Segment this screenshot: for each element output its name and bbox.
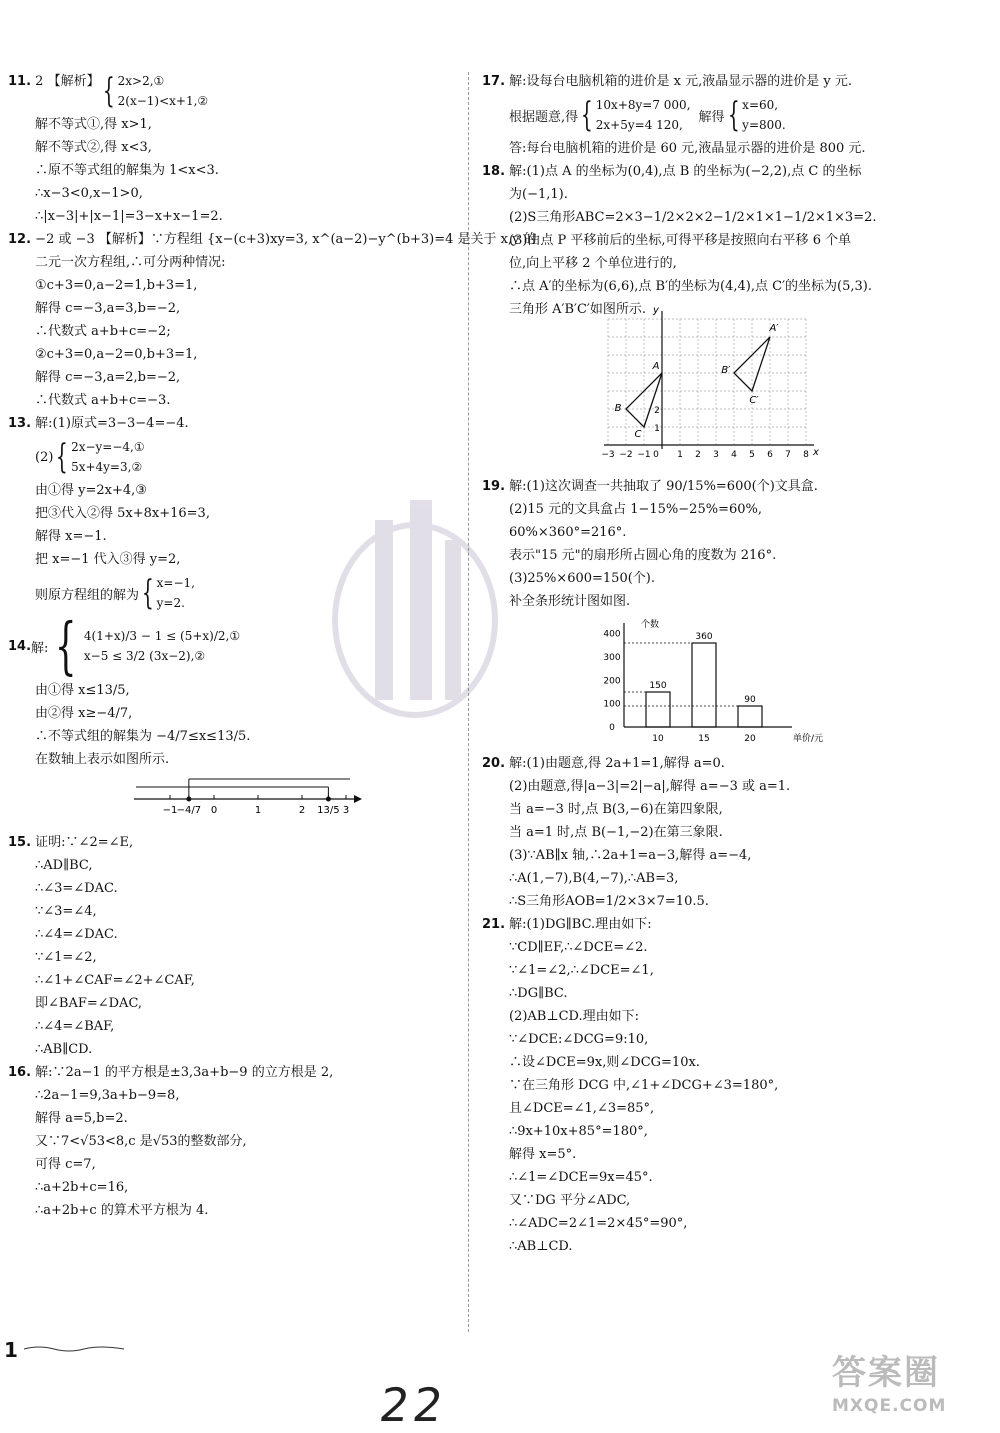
bar-value-label: 150 [649,681,667,691]
system-postfix: 解得 [698,109,725,125]
problem-number: 13. [8,416,32,431]
text-line [8,412,453,435]
text-line [482,1074,982,1097]
text-line [8,320,453,343]
line-text: ∴∠ADC=2∠1=2×45°=90°, [509,1216,688,1231]
line-text: 解:(1)由题意,得 2a+1=1,解得 a=0. [509,756,725,771]
text-line [8,228,537,251]
watermark-url: MXQE.COM [832,1396,947,1416]
line-text: ∴∠4=∠BAF, [35,1019,115,1034]
line-text: 解得 x=−1. [35,529,107,544]
text-line [482,844,982,867]
system-line: 2x>2,① [117,74,165,88]
line-text: 当 a=−3 时,点 B(3,−6)在第四象限, [509,802,723,817]
system-line: y=2. [156,596,185,610]
watermark-title: 答案圈 [832,1353,940,1393]
text-line [482,275,982,298]
text-line [8,946,453,969]
text-line [482,775,982,798]
number-line-label: 1 [254,805,262,816]
line-text: (3)由点 P 平移前后的坐标,可得平移是按照向右平移 6 个单 [509,233,852,248]
number-line-label: −1 [162,805,178,816]
text-line [482,752,982,775]
line-text: 即∠BAF=∠DAC, [35,996,143,1011]
y-axis-label: y [653,305,659,316]
text-line [8,1176,453,1199]
left-brace: { [727,95,740,135]
line-text: 二元一次方程组,∴可分两种情况: [35,255,226,270]
line-text: ∵CD∥EF,∴∠DCE=∠2. [509,940,648,955]
line-text: 解得 x=5°. [509,1147,577,1162]
page-mark: 1 [4,1338,18,1362]
line-text: ②c+3=0,a−2=0,b+3=1, [35,347,198,362]
text-line [8,1038,453,1061]
left-brace: { [102,71,115,111]
line-text: 三角形 A′B′C′如图所示. [509,302,647,317]
line-text: −2 或 −3 【解析】∵方程组 {x−(c+3)xy=3, x^(a−2)−y^(b+3)=4 是关于 x,y 的 [35,232,537,247]
left-brace: { [581,95,593,135]
problem-number: 15. [8,835,32,850]
text-line [8,525,453,548]
text-line [482,521,982,544]
text-line [482,1120,982,1143]
x-tick-label: −1 [637,450,651,460]
problem-number: 14. [8,638,32,654]
system-line: 5x+4y=3,② [71,460,143,474]
equation-system [118,71,209,111]
text-line [482,544,982,567]
equation-system-block [8,573,453,613]
point-label: C [634,429,642,440]
text-line [8,1130,453,1153]
problem-number: 20. [482,756,506,771]
line-text: 解:∵2a−1 的平方根是±3,3a+b−9 的立方根是 2, [35,1065,334,1080]
line-text: ∴x−3<0,x−1>0, [35,186,143,201]
x-tick-label: −3 [601,450,615,460]
text-line [8,679,453,702]
text-line [8,831,453,854]
line-text: ∴代数式 a+b+c=−2; [35,324,171,339]
line-text: 把③代入②得 5x+8x+16=3, [35,506,210,521]
bar-y-tick-label: 400 [603,629,621,640]
line-text: 由①得 y=2x+4,③ [35,483,147,498]
bar-x-axis-label: 单价/元 [792,734,824,744]
text-line [482,1143,982,1166]
x-tick-label: 8 [803,450,809,460]
x-tick-label: 2 [695,450,701,460]
system-line: 2x+5y=4 120, [595,118,683,132]
x-tick-label: 0 [653,450,659,460]
text-line [482,1028,982,1051]
point-label: A [652,361,660,372]
text-line [8,1199,453,1222]
problem-number: 16. [8,1065,32,1080]
system-line: 2x−y=−4,① [71,440,145,454]
line-text: ∴点 A′的坐标为(6,6),点 B′的坐标为(4,4),点 C′的坐标为(5,3). [509,279,872,294]
text-line [8,992,453,1015]
text-line [482,160,982,183]
equation-system-block [8,437,453,477]
bar-value-label: 360 [695,632,713,642]
handwritten-page-number: 22 [376,1378,451,1432]
text-line [482,183,982,206]
line-text: 且∠DCE=∠1,∠3=85°, [509,1101,655,1116]
line-text: 解得 c=−3,a=3,b=−2, [35,301,181,316]
system-line: 10x+8y=7 000, [595,98,691,112]
line-text: ∴∠4=∠DAC. [35,927,118,942]
left-brace: { [56,437,69,477]
system-line: x=60, [742,98,779,112]
text-line [8,182,453,205]
text-line [8,854,453,877]
line-text: 解得 c=−3,a=2,b=−2, [35,370,181,385]
text-line [8,502,453,525]
text-line [482,229,982,252]
y-tick-label: 1 [654,424,660,434]
text-line [8,748,453,771]
text-line [8,113,453,136]
bar-10 [646,692,670,727]
system-line: y=800. [742,118,786,132]
point-label: C′ [749,395,759,406]
text-line [8,877,453,900]
line-text: ∴设∠DCE=9x,则∠DCG=10x. [509,1055,700,1070]
line-text: 解不等式①,得 x>1, [35,117,152,132]
text-line [482,913,982,936]
text-line [8,969,453,992]
line-text: 当 a=1 时,点 B(−1,−2)在第三象限. [509,825,723,840]
left-brace: { [141,573,154,613]
text-line [8,274,453,297]
line-text: ∵∠1=∠2,∴∠DCE=∠1, [509,963,654,978]
point-label: A′ [769,323,779,334]
line-text: ∴AD∥BC, [35,858,93,873]
line-text: ∴原不等式组的解集为 1<x<3. [35,163,219,178]
footer-ornament [24,1345,124,1353]
bar-y-tick-label: 200 [603,676,621,687]
line-text: 又∵7<√53<8,c 是√53的整数部分, [35,1134,247,1149]
text-line [482,590,982,613]
line-text: 在数轴上表示如图所示. [35,752,170,767]
text-line [8,479,453,502]
problem-number: 21. [482,917,506,932]
bar-category-label: 20 [744,734,756,744]
line-text: 可得 c=7, [35,1157,96,1172]
text-line [8,251,453,274]
y-tick-label: 2 [654,406,660,416]
text-line [482,498,982,521]
text-line [482,1212,982,1235]
line-text: ∴不等式组的解集为 −4/7≤x≤13/5. [35,729,251,744]
text-line [482,821,982,844]
line-text: 解:设每台电脑机箱的进价是 x 元,液晶显示器的进价是 y 元. [509,74,853,89]
number-line-label: 2 [298,805,306,816]
bar-y-tick-label: 0 [609,723,615,733]
line-text: 把 x=−1 代入③得 y=2, [35,552,181,567]
text-line [482,1051,982,1074]
line-text: ∵∠3=∠4, [35,904,97,919]
solution-system [742,95,786,135]
system-prefix: 根据题意,得 [509,109,579,125]
system-line: x=−1, [156,576,195,590]
text-line [8,366,453,389]
coordinate-grid-figure [592,305,842,473]
equation-system-block [100,71,453,111]
line-text: 由②得 x≥−4/7, [35,706,133,721]
x-axis-label: x [813,447,819,458]
line-text: ∴S三角形AOB=1/2×3×7=10.5. [509,894,709,909]
line-text: ∴a+2b+c=16, [35,1180,129,1195]
site-watermark [832,1345,946,1416]
text-line [482,1097,982,1120]
equation-system [71,437,145,477]
line-text: 解:(1)DG∥BC.理由如下: [509,917,652,932]
x-tick-label: 5 [749,450,755,460]
system-line: 2(x−1)<x+1,② [117,94,209,108]
number-line-figure [128,773,368,829]
problem-number: 19. [482,479,506,494]
line-text: 又∵DG 平分∠ADC, [509,1193,631,1208]
line-text: (3)25%×600=150(个). [509,571,655,586]
line-text: 答:每台电脑机箱的进价是 60 元,液晶显示器的进价是 800 元. [509,141,866,156]
number-line-label: 3 [342,805,350,816]
x-tick-label: 7 [785,450,791,460]
line-text: (2)S三角形ABC=2×3−1/2×2×2−1/2×1×1−1/2×1×3=2. [509,210,877,225]
bar-15 [692,643,716,727]
text-line [482,867,982,890]
text-line [482,298,982,321]
line-text: (3)∵AB∥x 轴,∴2a+1=a−3,解得 a=−4, [509,848,752,863]
text-line [482,1189,982,1212]
text-line [8,1084,453,1107]
line-text: 解不等式②,得 x<3, [35,140,152,155]
text-line [482,890,982,913]
x-tick-label: 4 [731,450,737,460]
x-tick-label: −2 [619,450,633,460]
line-text: 补全条形统计图如图. [509,594,631,609]
system-prefix: 解: [31,640,49,656]
line-text: ∴a+2b+c 的算术平方根为 4. [35,1203,209,1218]
text-line [482,1235,982,1258]
bar-category-label: 15 [698,734,710,744]
text-line [8,1061,453,1084]
equation-system-block [8,609,453,682]
text-line [482,982,982,1005]
point-label: B′ [721,365,731,376]
text-line [482,959,982,982]
line-text: ∴|x−3|+|x−1|=3−x+x−1=2. [35,209,223,224]
text-line [482,252,982,275]
text-line [482,137,982,160]
system-prefix: (2) [35,449,54,465]
line-text: ∴2a−1=9,3a+b−9=8, [35,1088,180,1103]
number-line-label: 13/5 [317,805,340,816]
problem-number: 18. [482,164,506,179]
line-text: ①c+3=0,a−2=1,b+3=1, [35,278,198,293]
text-line [8,900,453,923]
system-line: 4(1+x)/3 − 1 ≤ (5+x)/2,① [83,629,241,643]
problem-number: 12. [8,232,32,247]
text-line [482,798,982,821]
line-text: 解:(1)点 A 的坐标为(0,4),点 B 的坐标为(−2,2),点 C 的坐标 [509,164,862,179]
text-line [8,548,453,571]
line-text: 表示"15 元"的扇形所占圆心角的度数为 216°. [509,548,777,563]
text-line [8,297,453,320]
number-line-arrow [354,795,362,803]
right-column [482,70,982,1258]
x-tick-label: 6 [767,450,773,460]
text-line [482,1005,982,1028]
line-text: 位,向上平移 2 个单位进行的, [509,256,677,271]
text-line [8,725,453,748]
text-line [8,159,453,182]
left-brace: { [55,609,77,682]
number-line-label: 0 [210,805,218,816]
line-text: ∴代数式 a+b+c=−3. [35,393,171,408]
line-text: (2)15 元的文具盒占 1−15%−25%=60%, [509,502,762,517]
number-line-label: −4/7 [176,805,202,816]
text-line [8,923,453,946]
x-tick-label: 3 [713,450,719,460]
text-line [8,702,453,725]
text-line [8,136,453,159]
line-text: ∵∠DCE:∠DCG=9:10, [509,1032,649,1047]
line-text: 解:(1)这次调查一共抽取了 90/15%=600(个)文具盒. [509,479,818,494]
line-text: ∵在三角形 DCG 中,∠1+∠DCG+∠3=180°, [509,1078,779,1093]
equation-system [596,95,691,135]
text-line [482,70,982,93]
problem-number: 11. [8,74,32,89]
bar-20 [738,706,762,727]
text-line [482,1166,982,1189]
bar-category-label: 10 [652,734,664,744]
line-text: ∴AB∥CD. [35,1042,93,1057]
text-line [482,936,982,959]
text-line [8,1015,453,1038]
solution-left-dot [186,797,191,802]
line-text: ∵∠1=∠2, [35,950,97,965]
line-text: 60%×360°=216°. [509,525,627,540]
text-line [8,389,453,412]
line-text: (2)由题意,得|a−3|=2|−a|,解得 a=−3 或 a=1. [509,779,791,794]
text-line [482,206,982,229]
text-line [482,567,982,590]
text-line [8,205,453,228]
line-text: 解得 a=5,b=2. [35,1111,128,1126]
line-text: ∴∠1=∠DCE=9x=45°. [509,1170,653,1185]
line-text: ∴9x+10x+85°=180°, [509,1124,648,1139]
text-line [8,1107,453,1130]
line-text: 2 【解析】 [35,74,100,89]
equation-system [84,626,240,666]
line-text: 为(−1,1). [509,187,568,202]
system-prefix: 则原方程组的解为 [35,587,140,603]
equation-system-block [482,95,982,135]
text-line [8,343,453,366]
text-line [8,1153,453,1176]
solution-right-dot [326,797,331,802]
line-text: ∴AB⊥CD. [509,1239,573,1254]
bar-chart-figure [592,615,832,750]
system-line: x−5 ≤ 3/2 (3x−2),② [83,649,206,663]
line-text: 证明:∵∠2=∠E, [35,835,134,850]
text-line [482,475,982,498]
bar-value-label: 90 [744,695,756,705]
bar-y-tick-label: 100 [603,699,621,710]
point-label: B [614,403,622,414]
bar-y-tick-label: 300 [603,653,621,663]
line-text: 解:(1)原式=3−3−4=−4. [35,416,189,431]
line-text: ∴∠1+∠CAF=∠2+∠CAF, [35,973,195,988]
x-tick-label: 1 [677,450,683,460]
problem-number: 17. [482,74,506,89]
bar-y-axis-label: 个数 [640,620,660,630]
line-text: ∴∠3=∠DAC. [35,881,118,896]
line-text: ∴A(1,−7),B(4,−7),∴AB=3, [509,871,679,886]
line-text: 由①得 x≤13/5, [35,683,130,698]
line-text: ∴DG∥BC. [509,986,568,1001]
equation-system [157,573,195,613]
line-text: (2)AB⊥CD.理由如下: [509,1009,640,1024]
